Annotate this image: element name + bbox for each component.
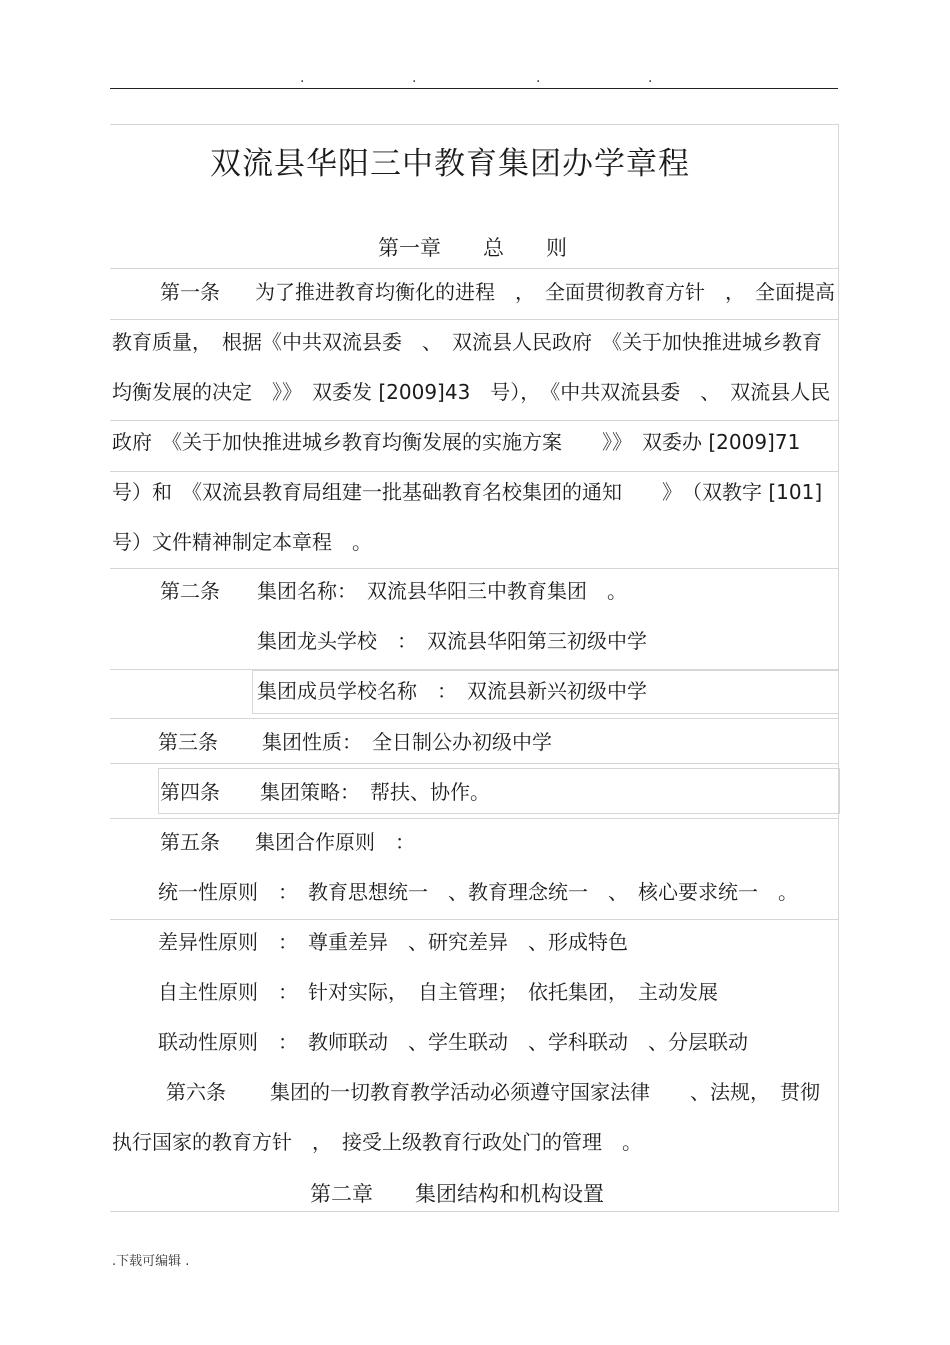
- article-label: 第五条: [160, 830, 220, 854]
- article-text-line: 号）文件精神制定本章程 。: [112, 530, 372, 554]
- article-label: 第二条: [160, 579, 220, 603]
- article-label: 第四条: [160, 780, 220, 804]
- principle-line: 自主性原则 ： 针对实际， 自主管理； 依托集团， 主动发展: [158, 980, 718, 1004]
- chapter-heading: 第一章 总 则: [378, 236, 567, 260]
- principle-line: 差异性原则 ： 尊重差异 、研究差异 、形成特色: [158, 930, 628, 954]
- article-text-line: 执行国家的教育方针 ， 接受上级教育行政处门的管理 。: [112, 1130, 642, 1154]
- article-text-line: 号）和 《双流县教育局组建一批基础教育名校集团的通知 》 （双教字 [101]: [112, 480, 823, 504]
- article-text-line: 均衡发展的决定 》》 双委发 [2009]43 号）， 《中共双流县委 、 双流县人民: [112, 380, 831, 404]
- article-label: 第一条: [160, 280, 220, 304]
- article-text-line: 集团性质： 全日制公办初级中学: [262, 730, 552, 754]
- article-text-line: 集团策略： 帮扶、协作。: [260, 780, 490, 804]
- article-text-line: 集团龙头学校 ： 双流县华阳第三初级中学: [257, 629, 647, 653]
- principle-line: 联动性原则 ： 教师联动 、学生联动 、学科联动 、分层联动: [158, 1030, 748, 1054]
- page-header-dots: [110, 70, 838, 88]
- article-text-line: 集团的一切教育教学活动必须遵守国家法律 、法规， 贯彻: [270, 1080, 820, 1104]
- article-label: 第六条: [166, 1080, 226, 1104]
- chapter-heading: 第二章 集团结构和机构设置: [310, 1182, 604, 1206]
- principle-line: 统一性原则 ： 教育思想统一 、教育理念统一 、 核心要求统一 。: [158, 880, 798, 904]
- document-title: 双流县华阳三中教育集团办学章程: [210, 146, 690, 182]
- header-dot: .: [412, 70, 417, 86]
- header-dot: .: [300, 70, 305, 86]
- header-rule: [110, 88, 838, 89]
- article-text-line: 教育质量， 根据《中共双流县委 、 双流县人民政府 《关于加快推进城乡教育: [112, 330, 822, 354]
- page-footer: .下载可编辑 .: [112, 1254, 190, 1269]
- header-dot: .: [648, 70, 653, 86]
- article-text-line: 集团名称： 双流县华阳三中教育集团 。: [257, 579, 627, 603]
- article-text-line: 集团合作原则 ：: [255, 830, 415, 854]
- article-text-line: 政府 《关于加快推进城乡教育均衡发展的实施方案 》》 双委办 [2009]71: [112, 430, 801, 454]
- article-text-line: 为了推进教育均衡化的进程 ， 全面贯彻教育方针 ， 全面提高: [255, 280, 835, 304]
- article-label: 第三条: [158, 730, 218, 754]
- article-text-line: 集团成员学校名称 ： 双流县新兴初级中学: [257, 679, 647, 703]
- header-dot: .: [536, 70, 541, 86]
